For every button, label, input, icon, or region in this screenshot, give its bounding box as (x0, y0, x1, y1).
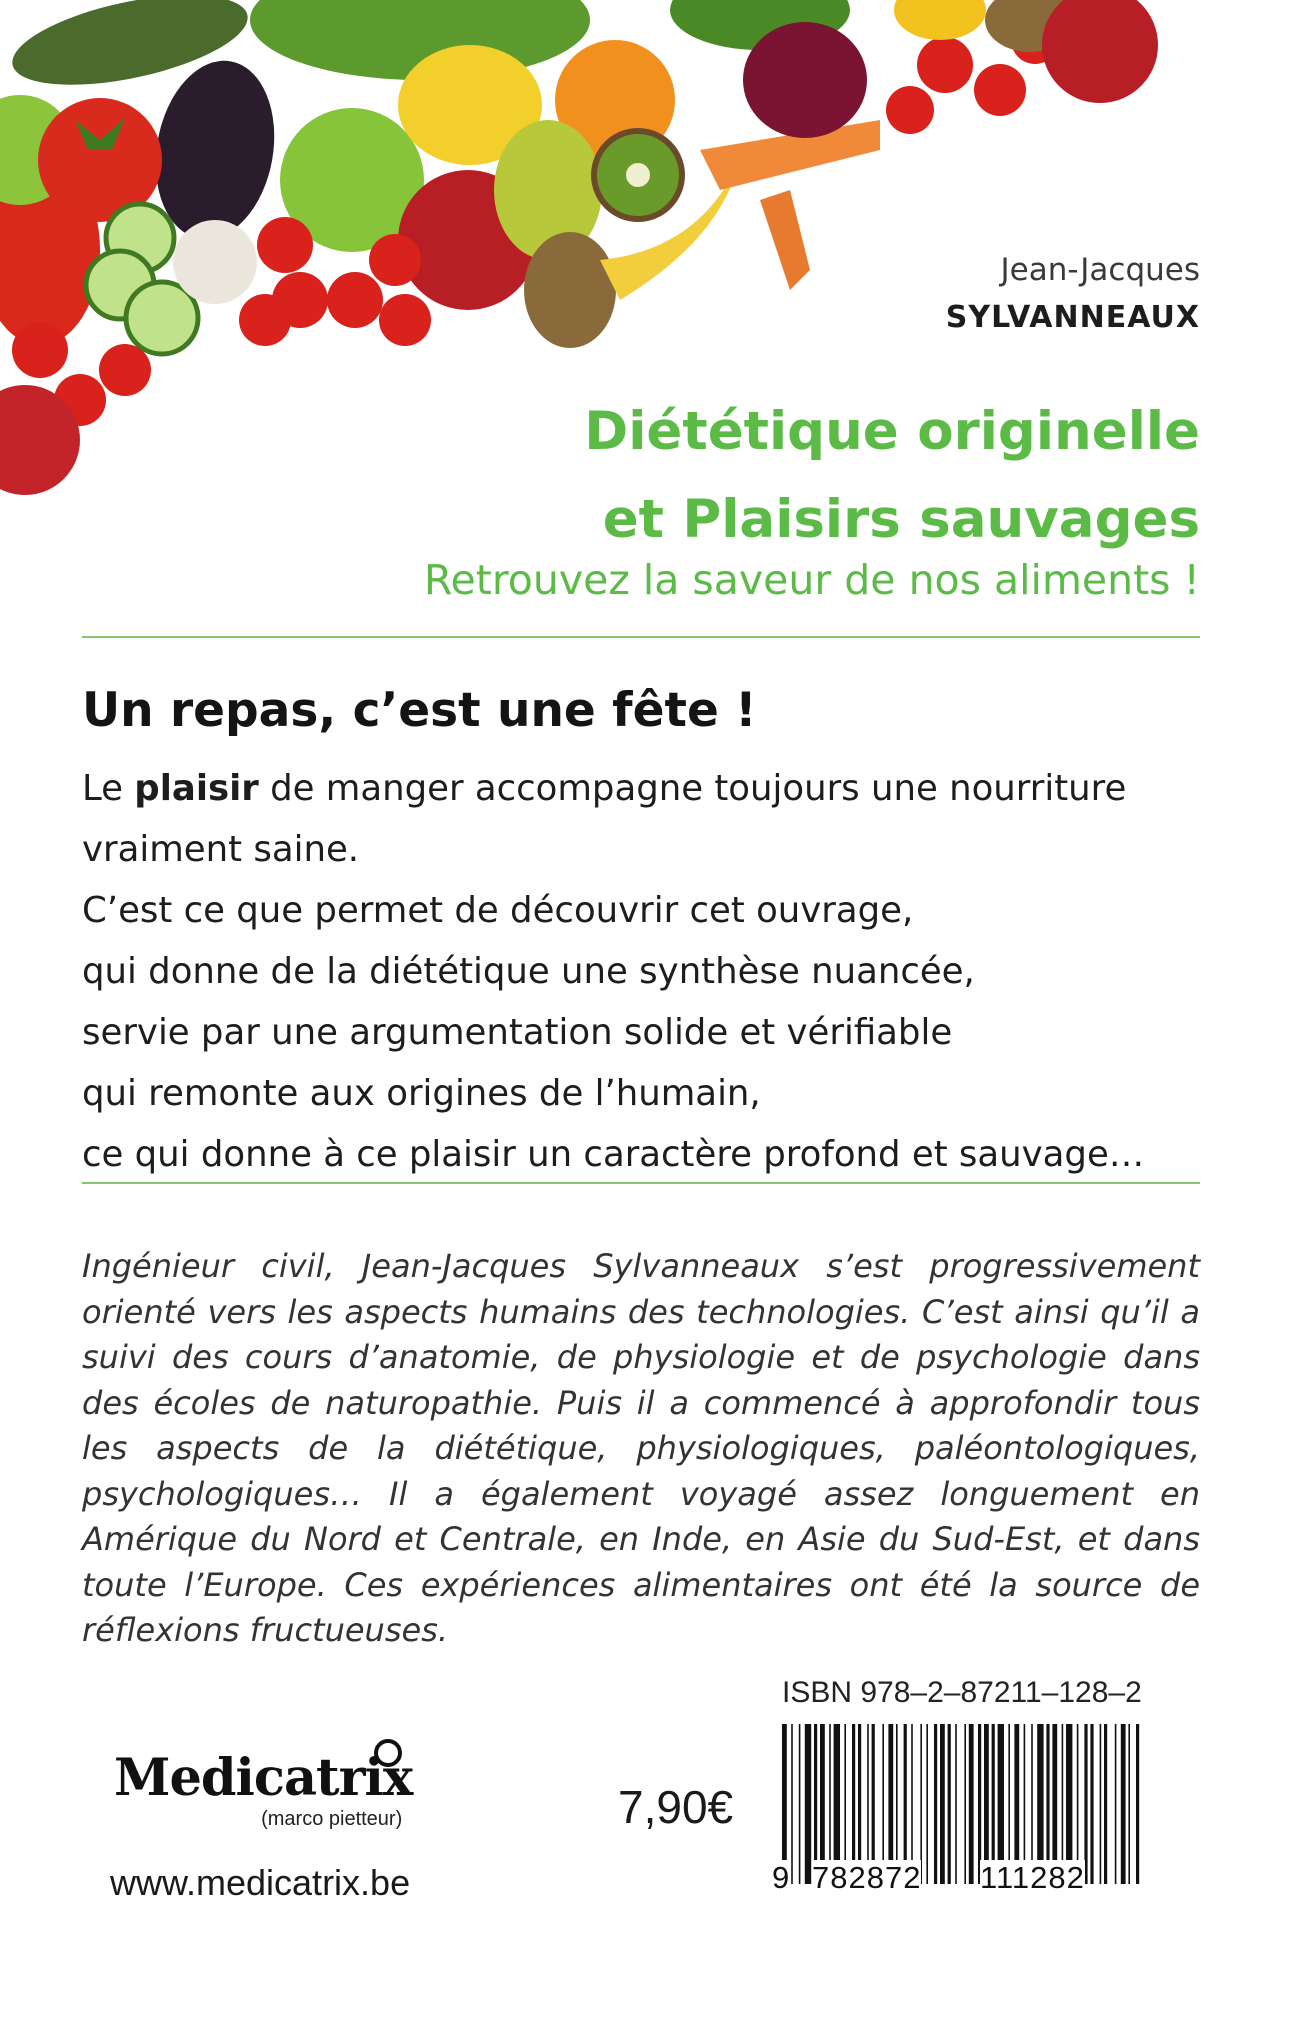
publisher-name: Medicatrix (114, 1748, 413, 1808)
author-last-name: SYLVANNEAUX (945, 300, 1200, 335)
barcode-digits-left: 782872 (812, 1860, 922, 1895)
title-line-2: et Plaisirs sauvages (602, 489, 1200, 550)
blurb-line: C’est ce que permet de découvrir cet ouvrage, (82, 890, 914, 931)
book-subtitle: Retrouvez la saveur de nos aliments ! (423, 556, 1200, 604)
author-block (946, 246, 1200, 342)
magnifier-icon (370, 1735, 406, 1771)
divider-bottom (82, 1182, 1200, 1184)
blurb-line: ce qui donne à ce plaisir un caractère profond et sauvage… (82, 1134, 1145, 1175)
barcode-digits-right: 111282 (980, 1860, 1085, 1895)
blurb-line: servie par une argumentation solide et vérifiable (82, 1012, 953, 1053)
isbn-label: ISBN 978–2–87211–128–2 (782, 1676, 1142, 1709)
section-heading: Un repas, c’est une fête ! (82, 683, 757, 738)
book-title (584, 388, 1200, 564)
title-line-1: Diététique originelle (584, 401, 1200, 462)
publisher-subname: (marco pietteur) (261, 1808, 403, 1830)
author-first-name: Jean-Jacques (1000, 252, 1200, 288)
blurb-line (82, 758, 1200, 819)
blurb-line: vraiment saine. (82, 829, 360, 870)
publisher-website: www.medicatrix.be (110, 1862, 411, 1903)
publisher-logo (114, 1748, 412, 1831)
price: 7,90€ (618, 1781, 734, 1833)
blurb (82, 758, 1200, 1185)
barcode-digit-first: 9 (772, 1860, 791, 1895)
blurb-text: Le (82, 768, 135, 809)
divider-top (82, 636, 1200, 638)
blurb-line: qui donne de la diététique une synthèse nuancée, (82, 951, 975, 992)
author-bio: Ingénieur civil, Jean-Jacques Sylvanneaux s’est progressivement orienté vers les aspects humains des technologies. C’est ainsi qu’il a suivi des cours d’anatomie, de physiologie et de psychologie dans des écoles de naturopathie. Puis il a commencé à approfondir tous les aspects de la diététique, physiologiques, paléontologiques, psychologiques… Il a également voyagé assez longuement en Amérique du Nord et Centrale, en Inde, en Asie du Sud-Est, et dans toute l’Europe. Ces expériences alimentaires ont été la source de réflexions fructueuses. (82, 1247, 1200, 1649)
blurb-emphasis: plaisir (134, 768, 259, 809)
blurb-text: de manger accompagne toujours une nourriture (258, 768, 1127, 809)
blurb-line: qui remonte aux origines de l’humain, (82, 1073, 761, 1114)
